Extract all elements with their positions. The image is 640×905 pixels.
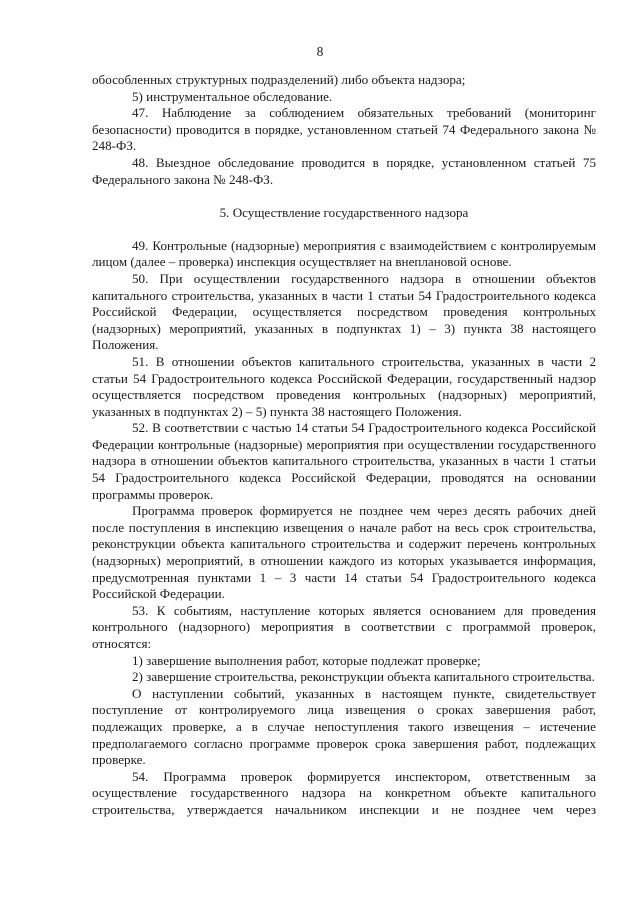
paragraph-49: 49. Контрольные (надзорные) мероприятия с взаимодействием с контролируемым лицом (далее – проверка) инспекция осуществляет на внеплановой основе.	[92, 237, 596, 270]
section-heading: 5. Осуществление государственного надзора	[219, 205, 469, 221]
paragraph-47: 47. Наблюдение за соблюдением обязательных требований (мониторинг безопасности) проводится в порядке, установленном статьей 74 Федерального закона № 248-ФЗ.	[92, 105, 596, 154]
paragraph-continuation: обособленных структурных подразделений) либо объекта надзора;	[92, 72, 466, 87]
paragraph-program: Программа проверок формируется не позднее чем через десять рабочих дней после поступления в инспекцию извещения о начале работ на весь срок строительства, реконструкции объекта капитального строительства и содержит перечень контрольных (надзорных) мероприятий, в отношении каждого из которых указывается информация, предусмотренная пунктами 1 – 3 части 14 статьи 54 Градостроительного кодекса Российской Федерации.	[92, 503, 596, 602]
paragraph-51: 51. В отношении объектов капитального строительства, указанных в части 2 статьи 54 Градостроительного кодекса Российской Федерации, государственный надзор осуществляется посредством проведения контрольных (надзорных) мероприятий, указанных в подпунктах 2) – 5) пункта 38 настоящего Положения.	[92, 353, 596, 419]
paragraph-events: О наступлении событий, указанных в настоящем пункте, свидетельствует поступление от контролируемого лица извещения о сроках завершения работ, подлежащих проверке, а в случае непоступления такого извещения – истечение предполагаемого согласно программе проверок срока завершения работ, подлежащих проверке.	[92, 685, 596, 768]
paragraph-48: 48. Выездное обследование проводится в порядке, установленном статьей 75 Федерального закона № 248-ФЗ.	[92, 154, 596, 187]
body-text	[92, 72, 596, 819]
list-item-1: 1) завершение выполнения работ, которые подлежат проверке;	[132, 652, 481, 668]
list-item-2: 2) завершение строительства, реконструкции объекта капитального строительства.	[132, 669, 595, 685]
list-item-5: 5) инструментальное обследование.	[132, 88, 333, 104]
paragraph-53: 53. К событиям, наступление которых является основанием для проведения контрольного (надзорного) мероприятия в соответствии с программой проверок, относятся:	[92, 602, 596, 651]
paragraph-50: 50. При осуществлении государственного надзора в отношении объектов капитального строительства, указанных в части 1 статьи 54 Градостроительного кодекса Российской Федерации, осуществляется посредством проведения контрольных (надзорных) мероприятий, указанных в подпунктах 1) – 3) пункта 38 настоящего Положения.	[92, 270, 596, 353]
page-number: 8	[316, 44, 324, 59]
paragraph-54: 54. Программа проверок формируется инспектором, ответственным за осуществление государственного надзора на конкретном объекте капитального строительства, утверждается начальником инспекции и не позднее чем через	[92, 768, 596, 817]
paragraph-52: 52. В соответствии с частью 14 статьи 54 Градостроительного кодекса Российской Федерации контрольные (надзорные) мероприятия при осуществлении государственного надзора в отношении объектов капитального строительства, указанных в части 1 статьи 54 Градостроительного кодекса Российской Федерации, проводятся на основании программы проверок.	[92, 420, 596, 502]
